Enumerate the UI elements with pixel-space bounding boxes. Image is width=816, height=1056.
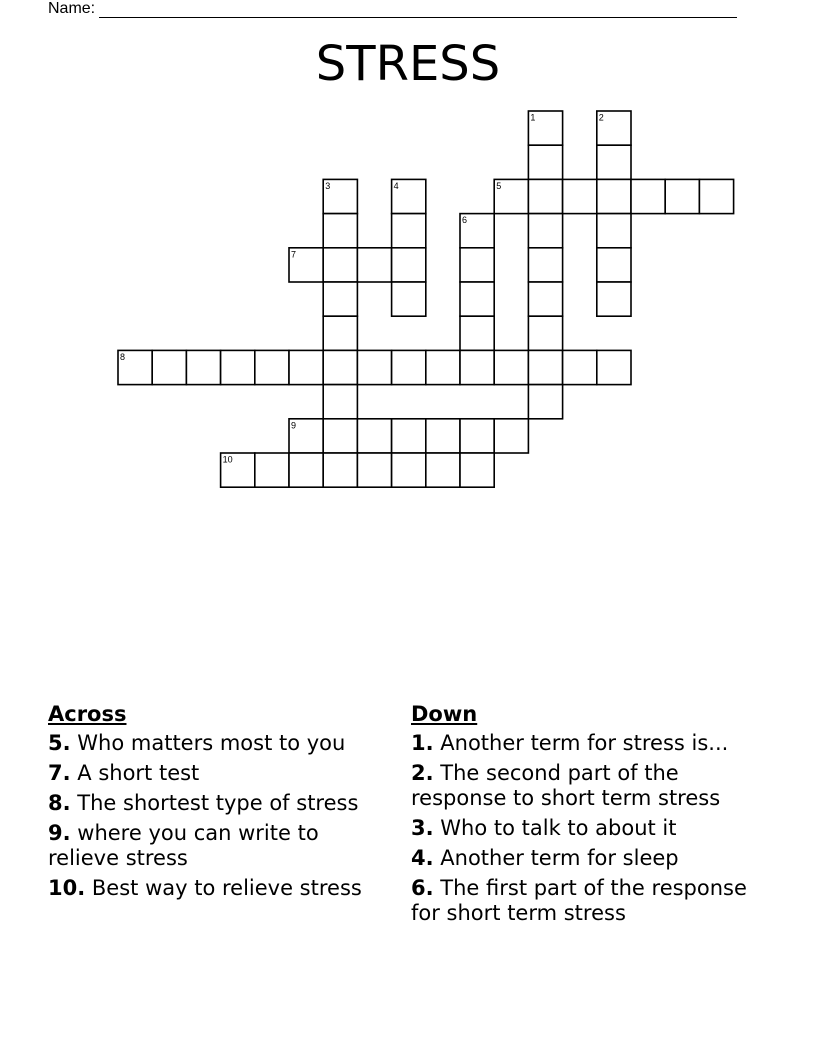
clue-number: 10. [48, 876, 86, 900]
grid-cell[interactable] [357, 248, 391, 282]
down-heading: Down [411, 702, 478, 726]
down-clues [411, 702, 766, 931]
grid-cell[interactable] [392, 453, 426, 487]
grid-cell[interactable] [357, 419, 391, 453]
clue-down-3 [411, 816, 766, 841]
clue-down-2 [411, 761, 766, 811]
grid-cell[interactable] [426, 453, 460, 487]
grid-cell[interactable] [460, 453, 494, 487]
clue-number: 7. [48, 761, 71, 785]
grid-cell[interactable] [289, 350, 323, 384]
grid-cell[interactable] [631, 179, 665, 213]
clue-down-6 [411, 876, 766, 926]
puzzle-title: STRESS [315, 36, 501, 92]
cell-number-2: 2 [598, 112, 604, 123]
grid-cell[interactable] [323, 419, 357, 453]
clue-number: 4. [411, 846, 434, 870]
clue-text: Who to talk to about it [440, 816, 677, 840]
grid-cell[interactable] [323, 248, 357, 282]
cell-number-9: 9 [291, 420, 297, 431]
grid-cell[interactable] [323, 316, 357, 350]
clue-text: Another term for stress is... [440, 731, 729, 755]
grid-cell[interactable] [392, 214, 426, 248]
grid-cell[interactable] [597, 214, 631, 248]
clue-number: 2. [411, 761, 434, 785]
clue-across-7 [48, 761, 393, 786]
cell-number-1: 1 [530, 112, 536, 123]
grid-cell[interactable] [563, 179, 597, 213]
clue-number: 3. [411, 816, 434, 840]
grid-cell[interactable] [186, 350, 220, 384]
grid-cell[interactable] [460, 316, 494, 350]
clue-down-1 [411, 731, 766, 756]
grid-cell[interactable] [563, 350, 597, 384]
grid-cell[interactable] [597, 145, 631, 179]
across-heading: Across [48, 702, 127, 726]
grid-cell[interactable] [597, 179, 631, 213]
cell-number-3: 3 [325, 180, 331, 191]
grid-cell[interactable] [392, 350, 426, 384]
cell-number-5: 5 [496, 180, 502, 191]
clue-across-9 [48, 821, 393, 871]
grid-cell[interactable] [323, 350, 357, 384]
cell-number-7: 7 [291, 249, 297, 260]
grid-cell[interactable] [323, 214, 357, 248]
grid-cell[interactable] [528, 214, 562, 248]
clue-number: 5. [48, 731, 71, 755]
grid-cell[interactable] [597, 282, 631, 316]
clue-number: 6. [411, 876, 434, 900]
grid-cell[interactable] [221, 350, 255, 384]
grid-cell[interactable] [528, 145, 562, 179]
clue-number: 9. [48, 821, 71, 845]
grid-cell[interactable] [426, 419, 460, 453]
grid-cell[interactable] [392, 248, 426, 282]
clue-text: The second part of the response to short term stress [411, 761, 721, 810]
grid-cell[interactable] [460, 419, 494, 453]
clue-text: The shortest type of stress [77, 791, 359, 815]
grid-cell[interactable] [528, 316, 562, 350]
grid-cell[interactable] [323, 282, 357, 316]
cell-number-10: 10 [222, 454, 233, 465]
grid-cell[interactable] [357, 350, 391, 384]
clue-across-10 [48, 876, 393, 901]
clue-text: Another term for sleep [440, 846, 679, 870]
grid-cell[interactable] [289, 453, 323, 487]
grid-cell[interactable] [460, 282, 494, 316]
grid-cell[interactable] [665, 179, 699, 213]
grid-cell[interactable] [528, 350, 562, 384]
grid-cell[interactable] [460, 248, 494, 282]
grid-cell[interactable] [597, 248, 631, 282]
clue-number: 8. [48, 791, 71, 815]
clue-number: 1. [411, 731, 434, 755]
grid-cell[interactable] [528, 248, 562, 282]
name-label: Name: [48, 0, 96, 17]
across-clues [48, 702, 393, 906]
grid-cell[interactable] [255, 453, 289, 487]
grid-cell[interactable] [494, 419, 528, 453]
clue-down-4 [411, 846, 766, 871]
clue-text: The first part of the response for short term stress [411, 876, 747, 925]
cell-number-6: 6 [462, 215, 468, 226]
grid-cell[interactable] [460, 350, 494, 384]
grid-cell[interactable] [528, 282, 562, 316]
grid-cell[interactable] [494, 350, 528, 384]
clue-across-8 [48, 791, 393, 816]
grid-cell[interactable] [392, 419, 426, 453]
grid-cell[interactable] [357, 453, 391, 487]
grid-cell[interactable] [597, 350, 631, 384]
grid-cell[interactable] [392, 282, 426, 316]
grid-cell[interactable] [426, 350, 460, 384]
clue-text: Who matters most to you [77, 731, 346, 755]
grid-cell[interactable] [528, 179, 562, 213]
grid-cell[interactable] [323, 453, 357, 487]
grid-cell[interactable] [152, 350, 186, 384]
grid-cell[interactable] [255, 350, 289, 384]
clue-across-5 [48, 731, 393, 756]
clue-text: A short test [77, 761, 200, 785]
grid-cell[interactable] [528, 385, 562, 419]
clue-text: Best way to relieve stress [91, 876, 362, 900]
grid-cell[interactable] [699, 179, 733, 213]
grid-cell[interactable] [323, 385, 357, 419]
cell-number-8: 8 [120, 351, 126, 362]
cell-number-4: 4 [393, 180, 399, 191]
clue-text: where you can write to relieve stress [48, 821, 319, 870]
